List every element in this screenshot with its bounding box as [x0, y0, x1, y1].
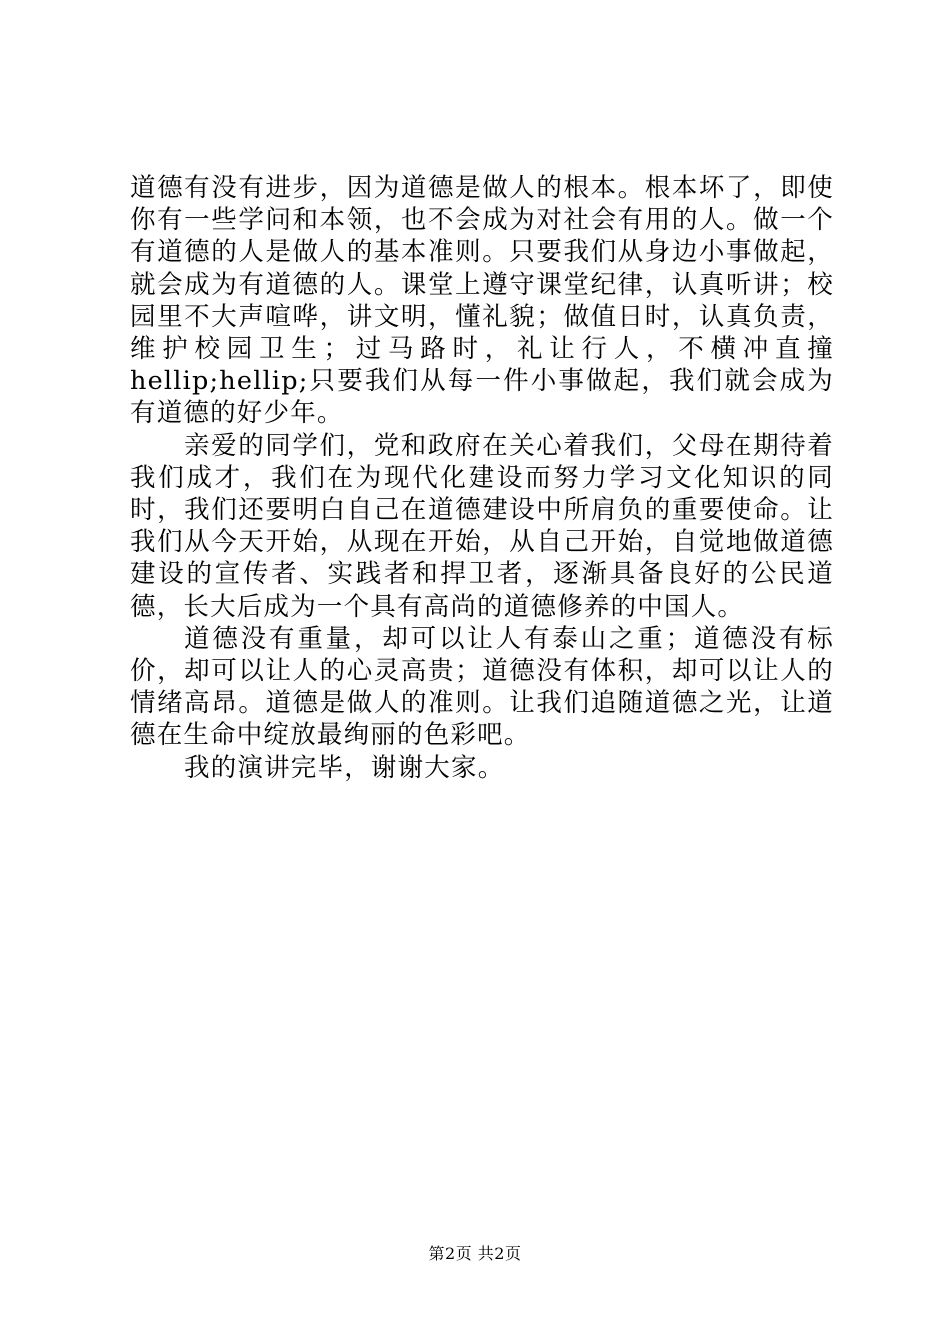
- paragraph-morality-metaphor: 道德没有重量，却可以让人有泰山之重；道德没有标价，却可以让人的心灵高贵；道德没有体积，却可以让人的情绪高昂。道德是做人的准则。让我们追随道德之光，让道德在生命中绽放最绚丽的色彩吧。: [130, 623, 834, 751]
- page-number-label: 第2页 共2页: [428, 1244, 522, 1263]
- paragraph-closing: 我的演讲完毕，谢谢大家。: [184, 752, 505, 783]
- paragraph-call-to-students: 亲爱的同学们，党和政府在关心着我们，父母在期待着我们成才，我们在为现代化建设而努力学习文化知识的同时，我们还要明白自己在道德建设中所肩负的重要使命。让我们从今天开始，从现在开始，从自己开始，自觉地做道德建设的宣传者、实践者和捍卫者，逐渐具备良好的公民道德，长大后成为一个具有高尚的道德修养的中国人。: [130, 430, 834, 622]
- page-footer: [0, 1244, 950, 1264]
- document-body: [130, 172, 834, 784]
- paragraph-continued: 道德有没有进步，因为道德是做人的根本。根本坏了，即使你有一些学问和本领，也不会成为对社会有用的人。做一个有道德的人是做人的基本准则。只要我们从身边小事做起，就会成为有道德的人。课堂上遵守课堂纪律，认真听讲；校园里不大声喧哗，讲文明，懂礼貌；做值日时，认真负责，维护校园卫生；过马路时，礼让行人，不横冲直撞hellip;hellip;只要我们从每一件小事做起，我们就会成为有道德的好少年。: [130, 173, 834, 429]
